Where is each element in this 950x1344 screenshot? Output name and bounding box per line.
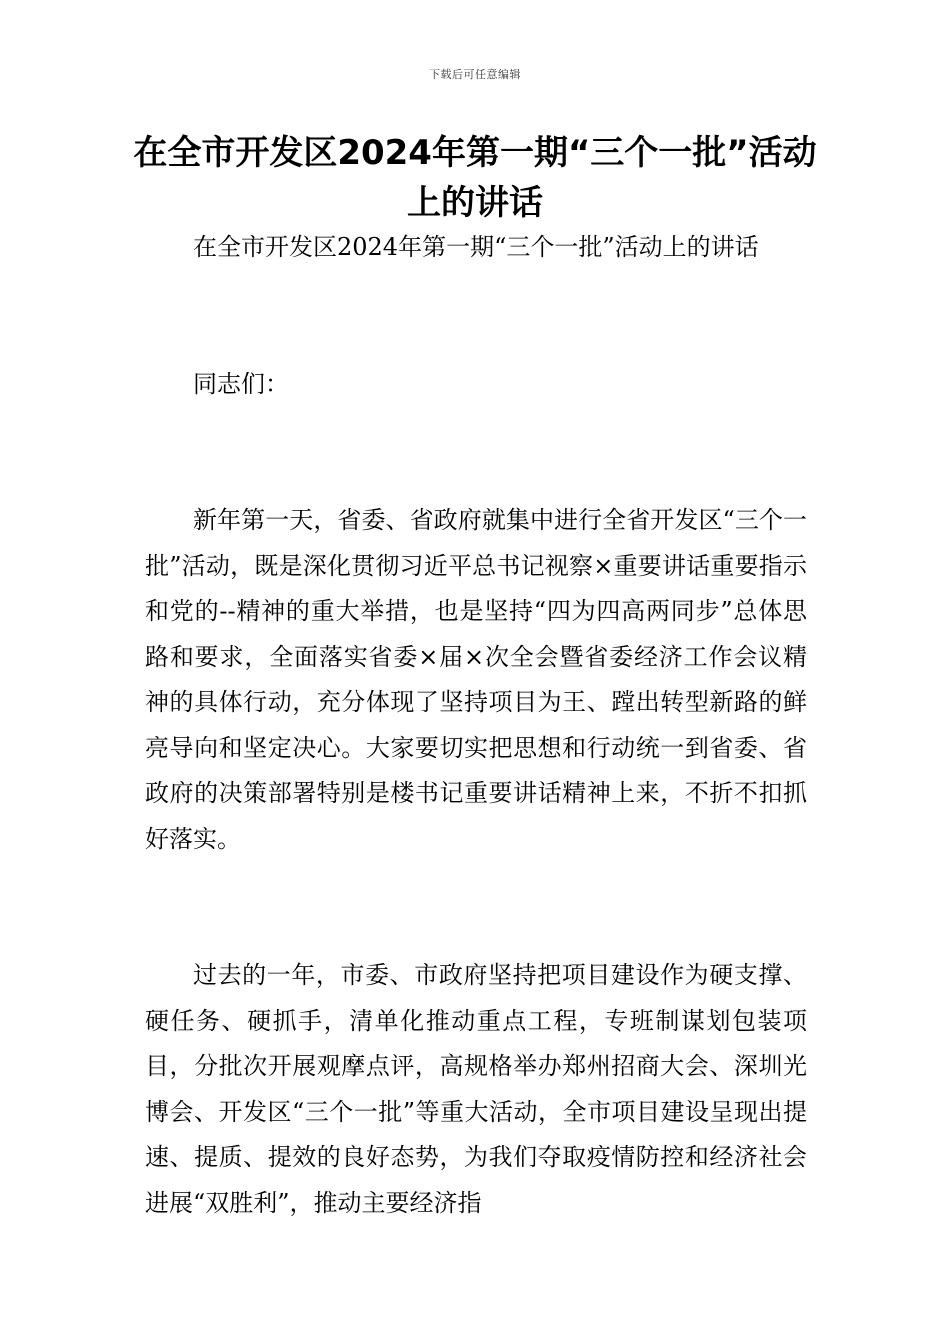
body-paragraph: 新年第一天，省委、省政府就集中进行全省开发区“三个一批”活动，既是深化贯彻习近平总书记视察×重要讲话重要指示和党的--精神的重大举措，也是坚持“四为四高两同步”总体思路和要求，全面落实省委×届×次全会暨省委经济工作会议精神的具体行动，充分体现了坚持项目为王、蹚出转型新路的鲜亮导向和坚定决心。大家要切实把思想和行动统一到省委、省政府的决策部署特别是楼书记重要讲话精神上来，不折不扣抓好落实。 [145, 506, 807, 853]
body-paragraph: 过去的一年，市委、市政府坚持把项目建设作为硬支撑、硬任务、硬抓手，清单化推动重点工程，专班制谋划包装项目，分批次开展观摩点评，高规格举办郑州招商大会、深圳光博会、开发区“三个一批”等重大活动，全市项目建设呈现出提速、提质、提效的良好态势，为我们夺取疫情防控和经济社会进展“双胜利”，推动主要经济指 [145, 961, 807, 1217]
document-body [145, 225, 807, 1226]
document-title: 在全市开发区2024年第一期“三个一批”活动上的讲话 [133, 133, 817, 223]
document-subtitle: 在全市开发区2024年第一期“三个一批”活动上的讲话 [193, 233, 759, 261]
salutation: 同志们： [193, 369, 289, 398]
header-note: 下载后可任意编辑 [429, 68, 521, 81]
